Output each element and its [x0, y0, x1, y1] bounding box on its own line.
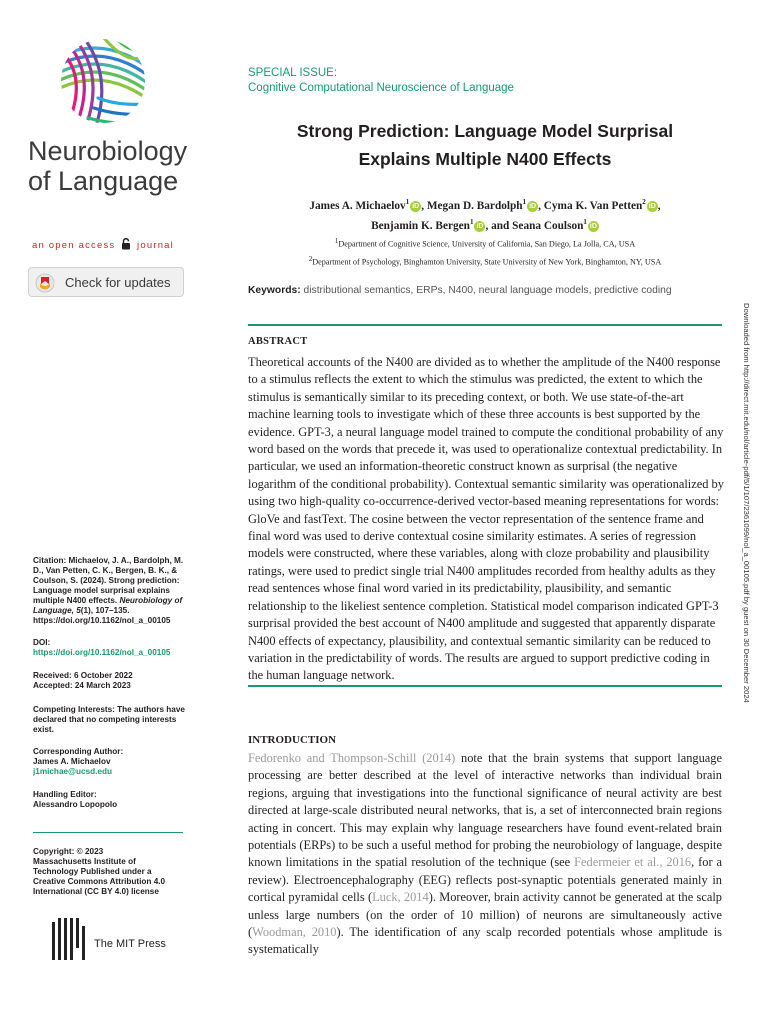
journal-name — [28, 136, 187, 196]
special-issue-label: SPECIAL ISSUE: — [248, 67, 338, 79]
affiliations — [248, 234, 722, 269]
special-issue-title: Cognitive Computational Neuroscience of Language — [248, 82, 514, 94]
affiliation-2: $^2$Department of Psychology, Binghamton University, State University of New York, Binghamton, NY, USA — [308, 254, 662, 267]
author-name[interactable]: Cyma K. Van Petten — [543, 199, 643, 212]
sidebar-citation: Citation: Michaelov, J. A., Bardolph, M. D., Van Petten, C. K., Bergen, B. K., & Coulson, S. (2024). Strong prediction: Language model surprisal explains multiple N400 effects. Neurobiology of Language, 5(1), 107–135. https://doi.org/10.1162/nol_a_00105 — [33, 556, 184, 625]
abstract-heading: ABSTRACT — [248, 336, 308, 347]
author-name[interactable]: Seana Coulson — [512, 219, 584, 232]
sidebar-rule — [33, 832, 183, 833]
affiliation-1: $^1$Department of Cognitive Science, University of California, San Diego, La Jolla, CA, USA — [334, 237, 636, 249]
orcid-icon[interactable]: iD — [648, 202, 656, 210]
article-title — [248, 117, 722, 173]
orcid-icon[interactable]: iD — [412, 202, 420, 210]
citation-link[interactable]: Federmeier et al., 2016 — [574, 855, 692, 870]
download-note: Downloaded from http://direct.mit.edu/nol/article-pdf/5/1/107/2361099/nol_a_00105.pdf by guest on 30 December 2024 — [742, 303, 751, 703]
citation-link[interactable]: Woodman, 2010 — [252, 925, 337, 940]
sidebar-corresponding: Corresponding Author: James A. Michaelov j1michae@ucsd.edu — [33, 747, 124, 776]
journal-name-line1: Neurobiology — [28, 136, 188, 166]
sidebar-doi: DOI: https://doi.org/10.1162/nol_a_00105 — [33, 638, 171, 657]
journal-globe-logo — [58, 36, 148, 126]
check-updates-button[interactable] — [28, 267, 184, 297]
email-link[interactable]: j1michae@ucsd.edu — [33, 767, 112, 776]
author-list: James A. Michaelov$^1$iD , Megan D. Bardolph$^1$iD , Cyma K. Van Petten$^2$iD , Benjamin K. Bergen$^1$iD , and Seana Coulson$^1$iD — [309, 198, 661, 232]
sidebar-dates: Received: 6 October 2022 Accepted: 24 March 2023 — [33, 671, 133, 690]
introduction-text: Fedorenko and Thompson-Schill (2014) note that the brain systems that support language processing are better described at the level of interactive networks than individual brain regions, arguing that investigations into the functional significance of neural activity are best directed at large-scale distributed neural networks, that is, a set of interconnected brain regions acting in concert. This may explain why language researchers have found event-related brain potentials (ERPs) to be such a useful method for probing the neurobiology of language, despite known limitations in the spatial resolution of the technique (see Federmeier et al., 2016, for a review). Electroencephalography (EEG) reflects post-synaptic potentials generated mainly in cortical pyramidal cells (Luck, 2014). Moreover, brain activity cannot be generated at the scalp unless large numbers (on the order of 10 million) of neurons are simultaneously active (Woodman, 2010). The identification of any scalp recorded potentials whose amplitude is systematically — [248, 751, 722, 957]
author-name[interactable]: James A. Michaelov — [309, 199, 406, 212]
author-name[interactable]: Benjamin K. Bergen — [371, 219, 470, 232]
title-line1: Strong Prediction: Language Model Surprisal — [296, 121, 674, 141]
check-updates-label: Check for updates — [65, 275, 171, 290]
orcid-icon[interactable]: iD — [476, 222, 484, 230]
abstract-top-rule — [248, 324, 722, 326]
orcid-icon[interactable]: iD — [529, 202, 537, 210]
citation-link[interactable]: Luck, 2014 — [372, 890, 429, 905]
open-access-tagline — [32, 238, 174, 251]
doi-link[interactable]: https://doi.org/10.1162/nol_a_00105 — [33, 648, 171, 657]
keywords-text: distributional semantics, ERPs, N400, neural language models, predictive coding — [303, 285, 672, 296]
citation-link[interactable]: Fedorenko and Thompson-Schill (2014) — [248, 751, 456, 765]
sidebar-copyright: Copyright: © 2023 Massachusetts Institute of Technology Published under a Creative Commons Attribution 4.0 International (CC BY 4.0) license — [33, 847, 166, 896]
crossmark-icon — [35, 273, 55, 293]
orcid-icon[interactable]: iD — [589, 222, 597, 230]
sidebar-competing: Competing Interests: The authors have declared that no competing interests exist. — [33, 705, 185, 734]
open-access-left: an open access — [32, 240, 116, 251]
open-lock-icon — [121, 238, 131, 250]
mit-press-logo — [52, 918, 88, 960]
abstract-bottom-rule — [248, 685, 722, 687]
publisher-name: The MIT Press — [94, 938, 166, 950]
keywords-label: Keywords: — [248, 285, 301, 296]
introduction-heading: INTRODUCTION — [248, 734, 337, 746]
title-line2: Explains Multiple N400 Effects — [358, 149, 612, 169]
open-access-right: journal — [137, 240, 174, 251]
author-name[interactable]: Megan D. Bardolph — [426, 199, 523, 212]
journal-name-line2: of Language — [28, 166, 179, 196]
abstract-text: Theoretical accounts of the N400 are divided as to whether the amplitude of the N400 response to a stimulus reflects the extent to which the stimulus was predicted, the extent to which the stimulus is semantically similar to its preceding context, or both. We use state-of-the-art machine learning tools to investigate which of these three accounts is best supported by the evidence. GPT-3, a neural language model trained to compute the conditional probability of any word based on the words that precede it, was used to operationalize contextual predictability. In particular, we used an information-theoretic construct known as surprisal (the negative logarithm of the conditional probability). Contextual semantic similarity was operationalized by using two high-quality co-occurrence-derived vector-based meaning representations for words: GloVe and fastText. The cosine between the vector representation of the sentence frame and final word was used to derive contextual cosine similarity estimates. A series of regression models were constructed, where these variables, along with cloze probability and plausibility ratings, were used to predict single trial N400 amplitudes recorded from healthy adults as they read sentences whose final word varied in its predictability, plausibility, and semantic relationship to the likeliest sentence completion. Statistical model comparison indicated GPT-3 surprisal provided the best account of N400 amplitude and suggested that apparently disparate N400 effects of expectancy, plausibility, and contextual semantic similarity can be reduced to variation in the predictability of words. The results are argued to support predictive coding in the human language network. — [248, 355, 724, 683]
sidebar-handling-editor: Handling Editor: Alessandro Lopopolo — [33, 790, 118, 809]
keywords — [248, 285, 728, 296]
